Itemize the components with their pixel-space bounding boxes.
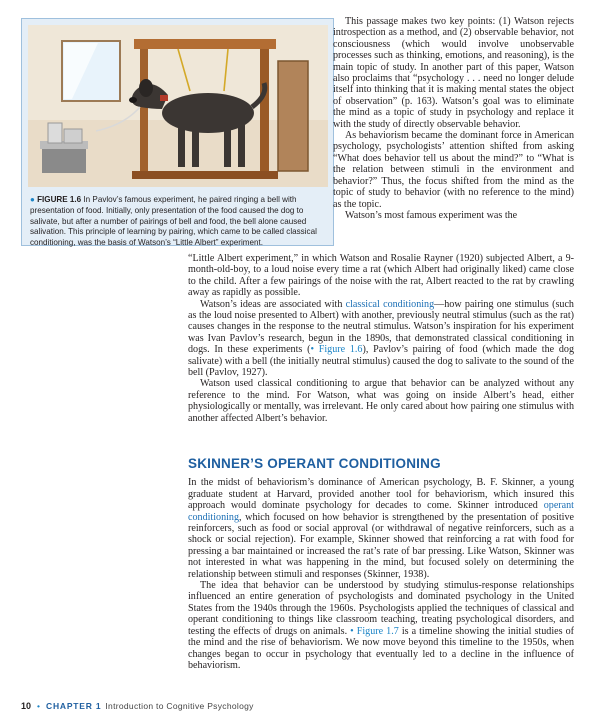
text-run: —how pairing one stimulus (such as the loud noise presented to Albert) with another, previously neutral stimulus (such as the rat) causes changes in the response to the neutral stimulus. Watson’s inspiration for his experiment was Ivan Pavlov’s research, begun in the 1890s, that demonstrated classical conditioning in dogs. In these experiments (	[188, 298, 574, 356]
text-run: The idea that behavior can be understood by studying stimulus-response relationships influenced an entire generation of psychologists and dominated psychology in the United States from the 1940s through the 1960s. Psychologists applied the techniques of classical and operant conditioning to things like classroom teaching, treating psychological disorders, and testing the effects of drugs on animals.	[188, 580, 574, 637]
full-width-text	[188, 253, 574, 424]
page-number: 10	[21, 701, 32, 711]
chapter-label: CHAPTER 1	[46, 701, 102, 711]
paragraph-classical-conditioning	[188, 299, 574, 379]
paragraph-watson-points: This passage makes two key points: (1) Watson rejects introspection as a method, and (2) observable behavior, not consciousness (which would involve unobservable processes such as thinking, emotions, and reasoning), is the main topic of study. In another part of this paper, Watson also proclaims that “psychology . . . need no longer delude itself into thinking that it is making mental states the object of observation” (p. 163). Watson’s goal was to eliminate the mind as a topic of study in psychology and replace it with the study of directly observable behavior.	[333, 16, 574, 130]
paragraph-watson-used: Watson used classical conditioning to argue that behavior can be analyzed without any reference to the mind. For Watson, what was going on inside Albert’s head, either physiologically or mentally, was irrelevant. He only cared about how pairing one stimulus with another affected Albert’s behavior.	[188, 378, 574, 424]
text-run: , which focused on how behavior is strengthened by the presentation of positive reinforcers, such as food or social approval (or withdrawal of negative reinforcers, such as a shock or social rejection). For example, Skinner showed that reinforcing a rat with food for pressing a bar maintained or increased the rat’s rate of bar pressing. Like Watson, Skinner was not interested in what was happening in the mind, but focused solely on determining the relationship between stimuli and responses (Skinner, 1938).	[188, 511, 574, 580]
skinner-section	[188, 458, 574, 671]
term-operant-conditioning[interactable]: operant conditioning	[188, 500, 574, 523]
paragraph-operant-conditioning	[188, 477, 574, 580]
figure-1-7-reference[interactable]: • Figure 1.7	[350, 625, 399, 637]
figure-bullet-icon: ●	[30, 195, 35, 204]
figure-label: FIGURE 1.6	[37, 195, 82, 204]
text-run: In the midst of behaviorism’s dominance of American psychology, B. F. Skinner, a young graduate student at Harvard, provided another tool for behaviorism, which insured this approach would dominate psychology for decades to come. Skinner introduced	[188, 477, 574, 512]
chapter-title: Introduction to Cognitive Psychology	[105, 701, 254, 711]
section-heading: SKINNER’S OPERANT CONDITIONING	[188, 456, 441, 471]
page-footer	[21, 701, 254, 711]
paragraph-little-albert-start: Watson’s most famous experiment was the	[345, 209, 518, 221]
term-classical-conditioning[interactable]: classical conditioning	[345, 298, 435, 310]
right-text-column	[333, 16, 574, 221]
figure-1-6-reference[interactable]: • Figure 1.6	[310, 344, 363, 356]
paragraph-stimulus-response	[188, 580, 574, 671]
figure-caption	[30, 195, 328, 249]
pavlov-dog-illustration	[28, 25, 328, 187]
paragraph-little-albert-continued: “Little Albert experiment,” in which Watson and Rosalie Rayner (1920) subjected Albert, a 9-month-old-boy, to a loud noise every time a rat (which Albert had originally liked) came close to the child. After a few pairings of the noise with the rat, Albert reacted to the rat by crawling away as rapidly as possible.	[188, 253, 574, 299]
figure-1-6	[21, 18, 334, 246]
figure-caption-text: In Pavlov’s famous experiment, he paired ringing a bell with presentation of food. Initially, only presentation of the food caused the dog to salivate, but after a number of pairings of bell and food, the bell alone caused salivation. This principle of learning by pairing, which came to be called classical conditioning, was the basis of Watson’s “Little Albert” experiment.	[30, 195, 317, 248]
text-run: Watson’s ideas are associated with	[200, 298, 346, 310]
text-run: ), Pavlov’s pairing of food (which made the dog salivate) with a bell (the initially neutral stimulus) caused the dog to salivate to the sound of the bell (Pavlov, 1927).	[188, 344, 575, 379]
footer-bullet: •	[37, 701, 40, 711]
paragraph-behaviorism-dominant: As behaviorism became the dominant force in American psychology, psychologists’ attention shifted from asking “What does behavior tell us about the mind?” to “What is the relation between stimuli in the environment and behavior?” Thus, the focus shifted from the mind as the topic of study to behavior (with no reference to the mind) as the topic.	[333, 130, 574, 210]
text-run: is a timeline showing the initial studies of the mind and the rise of behaviorism. We now move beyond this timeline to the 1950s, when changes began to occur in psychology that eventually led to a decline in the influence of behaviorism.	[188, 625, 574, 671]
